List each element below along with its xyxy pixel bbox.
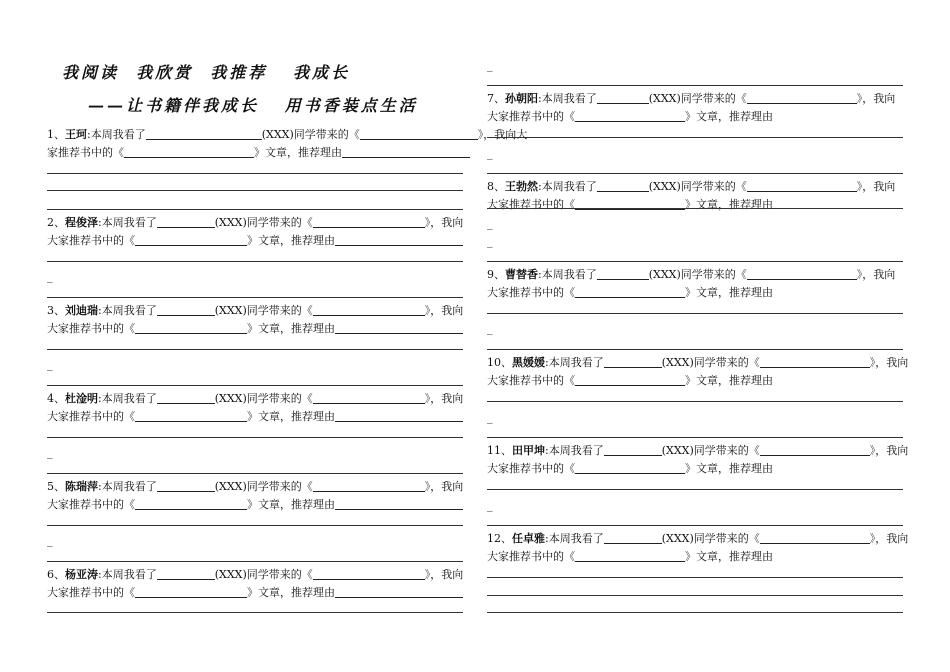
short-dash: _	[487, 499, 493, 512]
writing-line[interactable]	[47, 612, 463, 613]
blank-classmate[interactable]	[597, 91, 649, 104]
writing-line[interactable]	[47, 190, 463, 191]
short-dash: _	[47, 534, 53, 547]
brought-text: (XXX)同学带来的《	[648, 268, 747, 281]
read-text: :本周我看了	[545, 532, 604, 545]
blank-article-title[interactable]	[575, 373, 685, 386]
writing-line[interactable]	[487, 261, 903, 262]
read-text: :本周我看了	[98, 304, 157, 317]
close-mark: 》，我向	[856, 92, 896, 105]
short-dash: _	[47, 446, 53, 459]
entry-11	[487, 442, 909, 478]
entry-line-2	[487, 108, 903, 126]
blank-reason[interactable]	[342, 145, 470, 158]
writing-line[interactable]	[47, 437, 463, 438]
recommend-text: 大家推荐书中的《	[487, 198, 575, 211]
writing-line[interactable]	[487, 595, 903, 596]
recommend-text: 大家推荐书中的《	[487, 550, 575, 563]
close-mark: 》，我向	[869, 532, 909, 545]
article-text: 》文章，推荐理由	[254, 146, 342, 159]
blank-book-title[interactable]	[313, 303, 425, 316]
student-name: 王勃然	[505, 180, 538, 193]
entry-line-2	[47, 584, 463, 602]
blank-article-title[interactable]	[575, 285, 685, 298]
writing-line[interactable]	[487, 437, 903, 438]
writing-line[interactable]	[487, 137, 903, 138]
article-text: 》文章，推荐理由	[247, 586, 335, 599]
blank-classmate[interactable]	[604, 355, 662, 368]
entry-number: 6、	[47, 568, 65, 581]
blank-classmate[interactable]	[604, 531, 662, 544]
blank-article-title[interactable]	[135, 497, 247, 510]
entry-number: 8、	[487, 180, 505, 193]
blank-article-title[interactable]	[575, 549, 685, 562]
article-text: 》文章，推荐理由	[247, 322, 335, 335]
brought-text: (XXX)同学带来的《	[661, 532, 760, 545]
worksheet-title: 我阅读 我欣赏 我推荐 我成长	[62, 63, 350, 82]
read-text: :本周我看了	[545, 356, 604, 369]
brought-text: (XXX)同学带来的《	[661, 356, 760, 369]
writing-line[interactable]	[487, 313, 903, 314]
blank-article-title[interactable]	[135, 321, 247, 334]
read-text: :本周我看了	[545, 444, 604, 457]
recommend-text: 大家推荐书中的《	[47, 410, 135, 423]
student-name: 任卓雅	[512, 532, 545, 545]
blank-book-title[interactable]	[313, 215, 425, 228]
short-dash: _	[47, 270, 53, 283]
blank-classmate[interactable]	[157, 303, 215, 316]
entry-line-2	[487, 284, 903, 302]
brought-text: (XXX)同学带来的《	[648, 180, 747, 193]
read-text: :本周我看了	[87, 128, 146, 141]
recommend-text: 大家推荐书中的《	[487, 374, 575, 387]
writing-line[interactable]	[47, 173, 463, 174]
entry-number: 5、	[47, 480, 65, 493]
writing-line[interactable]	[47, 349, 463, 350]
brought-text: (XXX)同学带来的《	[214, 304, 313, 317]
entry-line-2	[47, 144, 463, 162]
brought-text: (XXX)同学带来的《	[214, 392, 313, 405]
entry-number: 1、	[47, 128, 65, 141]
writing-line[interactable]	[47, 385, 463, 386]
worksheet-subtitle: ——让书籍伴我成长 用书香装点生活	[88, 96, 418, 115]
blank-book-title[interactable]	[747, 179, 857, 192]
close-mark: 》，我向	[869, 356, 909, 369]
close-mark: 》，我向	[856, 180, 896, 193]
brought-text: (XXX)同学带来的《	[214, 480, 313, 493]
entry-6	[47, 566, 463, 602]
entry-line-2	[47, 232, 463, 250]
entry-line-1	[487, 90, 903, 108]
writing-line[interactable]	[47, 209, 463, 210]
entry-line-1	[47, 390, 463, 408]
entry-line-2	[487, 196, 903, 214]
brought-text: (XXX)同学带来的《	[214, 568, 313, 581]
entry-line-2	[47, 408, 463, 426]
entry-5	[47, 478, 463, 514]
student-name: 王珂	[65, 128, 87, 141]
writing-line[interactable]	[47, 525, 463, 526]
entry-number: 7、	[487, 92, 505, 105]
blank-article-title[interactable]	[135, 585, 247, 598]
entry-1	[47, 126, 528, 162]
blank-classmate[interactable]	[146, 127, 262, 140]
close-mark: 》，我向	[424, 480, 464, 493]
close-mark: 》，我向	[424, 568, 464, 581]
entry-line-1	[47, 214, 463, 232]
blank-reason[interactable]	[335, 585, 463, 598]
entry-number: 9、	[487, 268, 505, 281]
blank-reason[interactable]	[335, 233, 463, 246]
blank-classmate[interactable]	[597, 179, 649, 192]
entry-line-1	[487, 354, 909, 372]
short-dash: _	[487, 217, 493, 230]
blank-book-title[interactable]	[760, 443, 870, 456]
brought-text: (XXX)同学带来的《	[261, 128, 360, 141]
entry-number: 10、	[487, 356, 512, 369]
entry-9	[487, 266, 903, 302]
blank-reason[interactable]	[335, 497, 463, 510]
article-text: 》文章，推荐理由	[685, 550, 773, 563]
blank-article-title[interactable]	[575, 109, 685, 122]
entry-line-1	[487, 530, 909, 548]
article-text: 》文章，推荐理由	[685, 286, 773, 299]
writing-line[interactable]	[487, 173, 903, 174]
blank-classmate[interactable]	[157, 215, 215, 228]
article-text: 》文章，推荐理由	[247, 234, 335, 247]
blank-book-title[interactable]	[313, 391, 425, 404]
recommend-text: 大家推荐书中的《	[47, 498, 135, 511]
entry-line-1	[487, 266, 903, 284]
brought-text: (XXX)同学带来的《	[661, 444, 760, 457]
blank-article-title[interactable]	[575, 461, 685, 474]
student-name: 陈瑞萍	[65, 480, 98, 493]
brought-text: (XXX)同学带来的《	[214, 216, 313, 229]
recommend-text: 家推荐书中的《	[47, 146, 124, 159]
entry-line-1	[47, 126, 528, 144]
blank-reason[interactable]	[335, 321, 463, 334]
entry-line-2	[487, 460, 903, 478]
article-text: 》文章，推荐理由	[685, 462, 773, 475]
student-name: 曹替香	[505, 268, 538, 281]
entry-line-2	[487, 548, 903, 566]
blank-book-title[interactable]	[313, 479, 425, 492]
entry-line-1	[487, 178, 903, 196]
article-text: 》文章，推荐理由	[685, 198, 773, 211]
student-name: 田甲坤	[512, 444, 545, 457]
entry-7	[487, 90, 903, 126]
entry-line-1	[47, 478, 463, 496]
entry-number: 4、	[47, 392, 65, 405]
entry-number: 12、	[487, 532, 512, 545]
close-mark: 》，我向	[424, 304, 464, 317]
writing-line[interactable]	[47, 473, 463, 474]
entry-line-1	[487, 442, 909, 460]
close-mark: 》，我向	[856, 268, 896, 281]
entry-4	[47, 390, 463, 426]
entry-number: 3、	[47, 304, 65, 317]
entry-number: 11、	[487, 444, 512, 457]
brought-text: (XXX)同学带来的《	[648, 92, 747, 105]
blank-reason[interactable]	[335, 409, 463, 422]
article-text: 》文章，推荐理由	[247, 410, 335, 423]
writing-line[interactable]	[487, 349, 903, 350]
blank-article-title[interactable]	[135, 409, 247, 422]
recommend-text: 大家推荐书中的《	[487, 110, 575, 123]
student-name: 杨亚涛	[65, 568, 98, 581]
blank-classmate[interactable]	[157, 567, 215, 580]
student-name: 刘迪瑞	[65, 304, 98, 317]
read-text: :本周我看了	[98, 568, 157, 581]
entry-2	[47, 214, 463, 250]
entry-line-2	[487, 372, 903, 390]
article-text: 》文章，推荐理由	[685, 110, 773, 123]
student-name: 孙朝阳	[505, 92, 538, 105]
read-text: :本周我看了	[98, 480, 157, 493]
blank-classmate[interactable]	[157, 391, 215, 404]
writing-line[interactable]	[47, 297, 463, 298]
blank-book-title[interactable]	[360, 127, 478, 140]
recommend-text: 大家推荐书中的《	[47, 586, 135, 599]
blank-classmate[interactable]	[157, 479, 215, 492]
short-dash: _	[487, 411, 493, 424]
blank-book-title[interactable]	[313, 567, 425, 580]
short-dash: _	[487, 322, 493, 335]
entry-10	[487, 354, 909, 390]
short-dash: _	[487, 147, 493, 160]
writing-line[interactable]	[487, 612, 903, 613]
writing-line[interactable]	[487, 208, 903, 209]
close-mark: 》，我向	[869, 444, 909, 457]
writing-line[interactable]	[487, 401, 903, 402]
entry-line-2	[47, 320, 463, 338]
entry-3	[47, 302, 463, 338]
recommend-text: 大家推荐书中的《	[47, 322, 135, 335]
entry-12	[487, 530, 909, 566]
blank-book-title[interactable]	[760, 355, 870, 368]
read-text: :本周我看了	[538, 268, 597, 281]
writing-line[interactable]	[487, 85, 903, 86]
close-mark: 》，我向大	[477, 128, 528, 141]
entry-line-1	[47, 302, 463, 320]
blank-book-title[interactable]	[760, 531, 870, 544]
short-dash: _	[47, 358, 53, 371]
article-text: 》文章，推荐理由	[247, 498, 335, 511]
student-name: 杜淦明	[65, 392, 98, 405]
blank-book-title[interactable]	[747, 91, 857, 104]
recommend-text: 大家推荐书中的《	[47, 234, 135, 247]
read-text: :本周我看了	[538, 92, 597, 105]
student-name: 黑媛媛	[512, 356, 545, 369]
close-mark: 》，我向	[424, 216, 464, 229]
student-name: 程俊泽	[65, 216, 98, 229]
writing-line[interactable]	[487, 525, 903, 526]
writing-line[interactable]	[487, 489, 903, 490]
blank-article-title[interactable]	[135, 233, 247, 246]
short-dash: _	[487, 59, 493, 72]
blank-book-title[interactable]	[747, 267, 857, 280]
short-dash: _	[487, 235, 493, 248]
entry-line-1	[47, 566, 463, 584]
writing-line[interactable]	[47, 261, 463, 262]
blank-classmate[interactable]	[597, 267, 649, 280]
read-text: :本周我看了	[98, 392, 157, 405]
close-mark: 》，我向	[424, 392, 464, 405]
article-text: 》文章，推荐理由	[685, 374, 773, 387]
blank-classmate[interactable]	[604, 443, 662, 456]
writing-line[interactable]	[47, 561, 463, 562]
read-text: :本周我看了	[538, 180, 597, 193]
entry-line-2	[47, 496, 463, 514]
recommend-text: 大家推荐书中的《	[487, 286, 575, 299]
entry-number: 2、	[47, 216, 65, 229]
writing-line[interactable]	[487, 577, 903, 578]
recommend-text: 大家推荐书中的《	[487, 462, 575, 475]
read-text: :本周我看了	[98, 216, 157, 229]
blank-article-title[interactable]	[124, 145, 254, 158]
